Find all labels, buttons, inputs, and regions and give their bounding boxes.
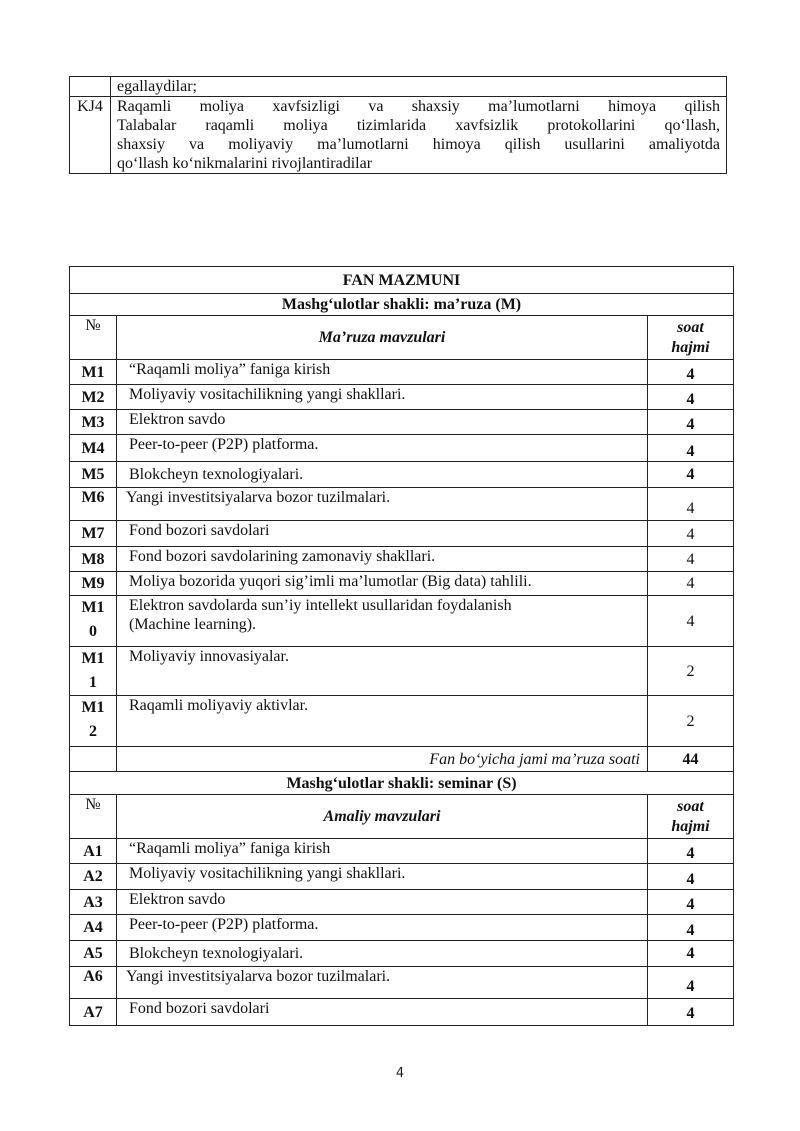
hours-header-line: hajmi (671, 817, 710, 835)
course-content-table (69, 266, 734, 1026)
row-topic: Yangi investitsiyalarva bozor tuzilmalari. (117, 488, 648, 521)
row-hours: 4 (647, 967, 733, 999)
row-code-line: 2 (89, 723, 97, 740)
row-hours: 4 (647, 941, 733, 967)
table-row (70, 795, 734, 839)
row-code-line: 1 (89, 674, 97, 691)
table-row (70, 385, 734, 410)
row-hours: 4 (647, 385, 733, 410)
table-row (70, 941, 734, 967)
row-code (70, 647, 117, 696)
lecture-total-hours: 44 (647, 747, 733, 772)
row-hours: 4 (647, 839, 733, 864)
row-hours: 4 (647, 864, 733, 890)
learning-outcomes-table (69, 76, 727, 174)
row-topic: Fond bozori savdolarining zamonaviy shakllari. (117, 547, 648, 572)
table-row (70, 596, 734, 647)
table-row (70, 360, 734, 385)
table-row (70, 77, 727, 97)
row-hours: 4 (647, 521, 733, 547)
table-row (70, 572, 734, 596)
row-code: A3 (70, 890, 117, 915)
row-code: A1 (70, 839, 117, 864)
table-row (70, 521, 734, 547)
row-topic: “Raqamli moliya” faniga kirish (117, 360, 648, 385)
row-topic: Moliyaviy vositachilikning yangi shakllari. (117, 385, 648, 410)
row-code (70, 696, 117, 747)
row-topic-line: (Machine learning). (129, 616, 257, 633)
table-row (70, 462, 734, 488)
table-row (70, 915, 734, 941)
row-topic: Elektron savdo (117, 410, 648, 435)
row-code: A4 (70, 915, 117, 941)
hours-header-line: soat (677, 797, 704, 815)
row-topic: “Raqamli moliya” faniga kirish (117, 839, 648, 864)
row-topic: Elektron savdo (117, 890, 648, 915)
table-row (70, 97, 727, 174)
row-code: M1 (70, 360, 117, 385)
continuation-text: egallaydilar; (111, 77, 727, 97)
table-row (70, 772, 734, 795)
kj4-line: shaxsiy va moliyaviy ma’lumotlarni himoya qilish usullarini amaliyotda (117, 136, 720, 153)
row-code: M7 (70, 521, 117, 547)
row-code: M9 (70, 572, 117, 596)
row-code-line: M1 (81, 699, 105, 716)
row-code: M5 (70, 462, 117, 488)
row-topic: Blokcheyn texnologiyalari. (117, 941, 648, 967)
table-row (70, 864, 734, 890)
table-row (70, 967, 734, 999)
column-header-hours (647, 795, 733, 839)
table-title: FAN MAZMUNI (70, 267, 734, 294)
row-topic: Moliyaviy vositachilikning yangi shakllari. (117, 864, 648, 890)
table-row (70, 294, 734, 316)
seminar-section-heading: Mashg‘ulotlar shakli: seminar (S) (70, 772, 734, 795)
row-topic: Blokcheyn texnologiyalari. (117, 462, 648, 488)
table-row (70, 647, 734, 696)
row-hours: 4 (647, 462, 733, 488)
hours-header-line: hajmi (671, 338, 710, 356)
column-header-hours (647, 316, 733, 360)
table-row (70, 488, 734, 521)
row-topic: Peer-to-peer (P2P) platforma. (117, 435, 648, 462)
row-topic: Raqamli moliyaviy aktivlar. (117, 696, 648, 747)
row-code-line: 0 (89, 623, 97, 640)
row-topic: Moliya bozorida yuqori sig’imli ma’lumotlar (Big data) tahlili. (117, 572, 648, 596)
row-hours: 2 (647, 647, 733, 696)
column-header-topic: Amaliy mavzulari (117, 795, 648, 839)
row-code: A7 (70, 999, 117, 1026)
row-code: A2 (70, 864, 117, 890)
row-hours: 4 (647, 488, 733, 521)
row-hours: 4 (647, 890, 733, 915)
row-hours: 4 (647, 915, 733, 941)
row-code-line: M1 (81, 650, 105, 667)
row-code (70, 596, 117, 647)
table-row (70, 999, 734, 1026)
row-code-line: M1 (81, 599, 105, 616)
lecture-section-heading: Mashg‘ulotlar shakli: ma’ruza (M) (70, 294, 734, 316)
row-hours: 2 (647, 696, 733, 747)
row-code: M6 (70, 488, 117, 521)
row-code: M8 (70, 547, 117, 572)
table-row (70, 696, 734, 747)
row-topic-line: Elektron savdolarda sun’iy intellekt usullaridan foydalanish (129, 597, 512, 614)
lecture-total-label: Fan bo‘yicha jami ma’ruza soati (117, 747, 648, 772)
kj4-line: Raqamli moliya xavfsizligi va shaxsiy ma’lumotlarni himoya qilish (117, 98, 720, 115)
row-topic: Peer-to-peer (P2P) platforma. (117, 915, 648, 941)
row-hours: 4 (647, 547, 733, 572)
row-topic: Yangi investitsiyalarva bozor tuzilmalari. (117, 967, 648, 999)
row-hours: 4 (647, 435, 733, 462)
page-number: 4 (395, 1066, 405, 1081)
row-topic: Fond bozori savdolari (117, 999, 648, 1026)
code-cell: KJ4 (70, 97, 111, 174)
table-row (70, 267, 734, 294)
empty-cell (70, 747, 117, 772)
kj4-description (111, 97, 727, 174)
row-hours: 4 (647, 360, 733, 385)
column-header-number: № (70, 795, 117, 839)
table-row (70, 839, 734, 864)
table-row (70, 747, 734, 772)
table-row (70, 410, 734, 435)
row-hours: 4 (647, 999, 733, 1026)
table-row (70, 316, 734, 360)
row-hours: 4 (647, 572, 733, 596)
row-topic (117, 596, 648, 647)
column-header-number: № (70, 316, 117, 360)
kj4-line: Talabalar raqamli moliya tizimlarida xavfsizlik protokollarini qo‘llash, (117, 117, 720, 134)
row-code: M4 (70, 435, 117, 462)
table-row (70, 890, 734, 915)
row-topic: Fond bozori savdolari (117, 521, 648, 547)
table-row (70, 547, 734, 572)
hours-header-line: soat (677, 318, 704, 336)
kj4-line: qo‘llash ko‘nikmalarini rivojlantiradilar (117, 155, 373, 172)
row-hours: 4 (647, 596, 733, 647)
row-code: A6 (70, 967, 117, 999)
row-code: A5 (70, 941, 117, 967)
row-hours: 4 (647, 410, 733, 435)
table-row (70, 435, 734, 462)
row-code: M2 (70, 385, 117, 410)
column-header-topic: Ma’ruza mavzulari (117, 316, 648, 360)
code-cell (70, 77, 111, 97)
row-code: M3 (70, 410, 117, 435)
row-topic: Moliyaviy innovasiyalar. (117, 647, 648, 696)
